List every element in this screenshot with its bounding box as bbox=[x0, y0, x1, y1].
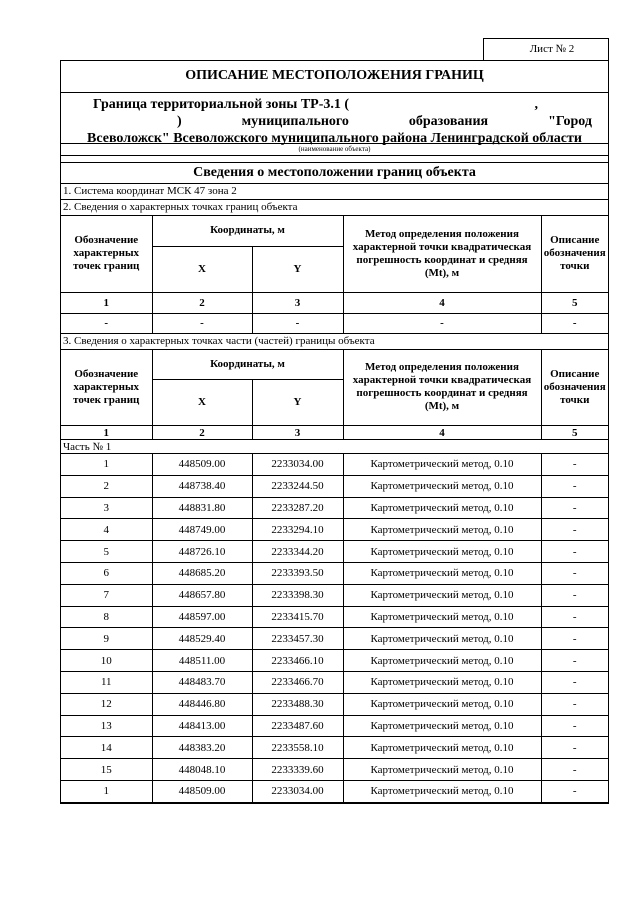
zone-name-paren: ) bbox=[177, 114, 182, 129]
empty-cell: - bbox=[61, 313, 152, 333]
header-designation: Обозначение характерных точек границ bbox=[61, 216, 152, 292]
point-number-cell: 15 bbox=[61, 759, 152, 781]
point-number-cell: 10 bbox=[61, 650, 152, 672]
x-coordinate-cell: 448831.80 bbox=[152, 497, 252, 519]
y-coordinate-cell: 2233034.00 bbox=[252, 780, 343, 802]
spacer-row bbox=[61, 156, 608, 163]
point-number-cell: 2 bbox=[61, 475, 152, 497]
table-row bbox=[61, 715, 608, 737]
boundary-points-title: 2. Сведения о характерных точках границ объекта bbox=[61, 200, 608, 216]
zone-name-line-1 bbox=[67, 96, 602, 113]
document-title: ОПИСАНИЕ МЕСТОПОЛОЖЕНИЯ ГРАНИЦ bbox=[61, 61, 608, 93]
point-number-cell: 6 bbox=[61, 562, 152, 584]
point-number-cell: 8 bbox=[61, 606, 152, 628]
table-row bbox=[61, 497, 608, 519]
column-number: 3 bbox=[252, 426, 343, 440]
header-y: Y bbox=[252, 380, 343, 426]
table-row bbox=[61, 584, 608, 606]
x-coordinate-cell: 448657.80 bbox=[152, 584, 252, 606]
method-cell: Картометрический метод, 0.10 bbox=[343, 650, 541, 672]
x-coordinate-cell: 448529.40 bbox=[152, 628, 252, 650]
method-cell: Картометрический метод, 0.10 bbox=[343, 671, 541, 693]
method-cell: Картометрический метод, 0.10 bbox=[343, 628, 541, 650]
y-coordinate-cell: 2233294.10 bbox=[252, 519, 343, 541]
column-number: 5 bbox=[541, 292, 608, 313]
description-cell: - bbox=[541, 562, 608, 584]
column-number: 4 bbox=[343, 426, 541, 440]
x-coordinate-cell: 448509.00 bbox=[152, 780, 252, 802]
table-row bbox=[61, 737, 608, 759]
table-row bbox=[61, 541, 608, 563]
point-number-cell: 4 bbox=[61, 519, 152, 541]
column-number: 2 bbox=[152, 426, 252, 440]
x-coordinate-cell: 448511.00 bbox=[152, 650, 252, 672]
y-coordinate-cell: 2233415.70 bbox=[252, 606, 343, 628]
boundary-points-table bbox=[61, 216, 608, 334]
description-cell: - bbox=[541, 671, 608, 693]
y-coordinate-cell: 2233393.50 bbox=[252, 562, 343, 584]
y-coordinate-cell: 2233558.10 bbox=[252, 737, 343, 759]
description-cell: - bbox=[541, 759, 608, 781]
method-cell: Картометрический метод, 0.10 bbox=[343, 475, 541, 497]
x-coordinate-cell: 448413.00 bbox=[152, 715, 252, 737]
table-row bbox=[61, 759, 608, 781]
column-number: 1 bbox=[61, 292, 152, 313]
zone-name-comma: , bbox=[534, 97, 538, 112]
header-designation: Обозначение характерных точек границ bbox=[61, 350, 152, 426]
part-label: Часть № 1 bbox=[61, 440, 608, 454]
point-number-cell: 13 bbox=[61, 715, 152, 737]
y-coordinate-cell: 2233034.00 bbox=[252, 454, 343, 476]
description-cell: - bbox=[541, 541, 608, 563]
x-coordinate-cell: 448446.80 bbox=[152, 693, 252, 715]
header-coordinates: Координаты, м bbox=[152, 216, 343, 246]
y-coordinate-cell: 2233487.60 bbox=[252, 715, 343, 737]
coordinate-system-note: 1. Система координат МСК 47 зона 2 bbox=[61, 184, 608, 200]
description-cell: - bbox=[541, 737, 608, 759]
x-coordinate-cell: 448726.10 bbox=[152, 541, 252, 563]
table-row bbox=[61, 650, 608, 672]
header-method: Метод определения положения характерной точки квадратическая погрешность координат и средняя (Mt), м bbox=[343, 350, 541, 426]
method-cell: Картометрический метод, 0.10 bbox=[343, 759, 541, 781]
y-coordinate-cell: 2233488.30 bbox=[252, 693, 343, 715]
zone-name-start: Граница территориальной зоны ТР-3.1 ( bbox=[93, 97, 350, 112]
point-number-cell: 9 bbox=[61, 628, 152, 650]
header-x: X bbox=[152, 246, 252, 292]
point-number-cell: 5 bbox=[61, 541, 152, 563]
description-cell: - bbox=[541, 715, 608, 737]
point-number-cell: 12 bbox=[61, 693, 152, 715]
description-cell: - bbox=[541, 497, 608, 519]
table-row bbox=[61, 628, 608, 650]
x-coordinate-cell: 448685.20 bbox=[152, 562, 252, 584]
method-cell: Картометрический метод, 0.10 bbox=[343, 541, 541, 563]
method-cell: Картометрический метод, 0.10 bbox=[343, 715, 541, 737]
y-coordinate-cell: 2233244.50 bbox=[252, 475, 343, 497]
sheet-number-label: Лист № 2 bbox=[529, 43, 575, 55]
x-coordinate-cell: 448749.00 bbox=[152, 519, 252, 541]
x-coordinate-cell: 448597.00 bbox=[152, 606, 252, 628]
point-number-cell: 7 bbox=[61, 584, 152, 606]
zone-name-word-formation: образования bbox=[408, 114, 489, 129]
zone-name-line-3: Всеволожск" Всеволожского муниципального района Ленинградской области bbox=[87, 131, 582, 146]
description-cell: - bbox=[541, 606, 608, 628]
description-cell: - bbox=[541, 628, 608, 650]
empty-cell: - bbox=[252, 313, 343, 333]
x-coordinate-cell: 448048.10 bbox=[152, 759, 252, 781]
points-body bbox=[61, 454, 608, 803]
table-row bbox=[61, 671, 608, 693]
description-cell: - bbox=[541, 650, 608, 672]
table-row bbox=[61, 519, 608, 541]
empty-cell: - bbox=[152, 313, 252, 333]
table-row bbox=[61, 606, 608, 628]
x-coordinate-cell: 448383.20 bbox=[152, 737, 252, 759]
header-method: Метод определения положения характерной точки квадратическая погрешность координат и средняя (Mt), м bbox=[343, 216, 541, 292]
method-cell: Картометрический метод, 0.10 bbox=[343, 584, 541, 606]
section-title: Сведения о местоположении границ объекта bbox=[61, 163, 608, 184]
object-name-caption: (наименование объекта) bbox=[61, 144, 608, 156]
zone-name-word-city: "Город bbox=[548, 114, 592, 129]
boundary-description-frame bbox=[60, 60, 609, 804]
table-row bbox=[61, 562, 608, 584]
column-number: 3 bbox=[252, 292, 343, 313]
zone-name-block bbox=[61, 93, 608, 144]
table-row bbox=[61, 780, 608, 802]
description-cell: - bbox=[541, 454, 608, 476]
point-number-cell: 14 bbox=[61, 737, 152, 759]
point-number-cell: 1 bbox=[61, 780, 152, 802]
y-coordinate-cell: 2233398.30 bbox=[252, 584, 343, 606]
y-coordinate-cell: 2233457.30 bbox=[252, 628, 343, 650]
point-number-cell: 1 bbox=[61, 454, 152, 476]
method-cell: Картометрический метод, 0.10 bbox=[343, 562, 541, 584]
y-coordinate-cell: 2233466.70 bbox=[252, 671, 343, 693]
table-row bbox=[61, 475, 608, 497]
method-cell: Картометрический метод, 0.10 bbox=[343, 454, 541, 476]
method-cell: Картометрический метод, 0.10 bbox=[343, 519, 541, 541]
description-cell: - bbox=[541, 780, 608, 802]
description-cell: - bbox=[541, 475, 608, 497]
method-cell: Картометрический метод, 0.10 bbox=[343, 737, 541, 759]
empty-cell: - bbox=[541, 313, 608, 333]
x-coordinate-cell: 448483.70 bbox=[152, 671, 252, 693]
header-description: Описание обозначения точки bbox=[541, 216, 608, 292]
zone-name-line-2 bbox=[67, 113, 602, 130]
description-cell: - bbox=[541, 584, 608, 606]
column-number: 4 bbox=[343, 292, 541, 313]
table-row bbox=[61, 454, 608, 476]
method-cell: Картометрический метод, 0.10 bbox=[343, 497, 541, 519]
header-description: Описание обозначения точки bbox=[541, 350, 608, 426]
column-number: 2 bbox=[152, 292, 252, 313]
x-coordinate-cell: 448509.00 bbox=[152, 454, 252, 476]
header-y: Y bbox=[252, 246, 343, 292]
point-number-cell: 3 bbox=[61, 497, 152, 519]
table-row bbox=[61, 693, 608, 715]
column-number: 5 bbox=[541, 426, 608, 440]
y-coordinate-cell: 2233339.60 bbox=[252, 759, 343, 781]
x-coordinate-cell: 448738.40 bbox=[152, 475, 252, 497]
header-x: X bbox=[152, 380, 252, 426]
y-coordinate-cell: 2233344.20 bbox=[252, 541, 343, 563]
sheet-number-box bbox=[483, 38, 609, 60]
y-coordinate-cell: 2233466.10 bbox=[252, 650, 343, 672]
method-cell: Картометрический метод, 0.10 bbox=[343, 780, 541, 802]
point-number-cell: 11 bbox=[61, 671, 152, 693]
column-number: 1 bbox=[61, 426, 152, 440]
part-points-table bbox=[61, 350, 608, 803]
zone-name-word-municipal: муниципального bbox=[241, 114, 349, 129]
method-cell: Картометрический метод, 0.10 bbox=[343, 693, 541, 715]
description-cell: - bbox=[541, 519, 608, 541]
description-cell: - bbox=[541, 693, 608, 715]
header-coordinates: Координаты, м bbox=[152, 350, 343, 380]
y-coordinate-cell: 2233287.20 bbox=[252, 497, 343, 519]
part-points-title: 3. Сведения о характерных точках части (частей) границы объекта bbox=[61, 334, 608, 350]
method-cell: Картометрический метод, 0.10 bbox=[343, 606, 541, 628]
empty-cell: - bbox=[343, 313, 541, 333]
